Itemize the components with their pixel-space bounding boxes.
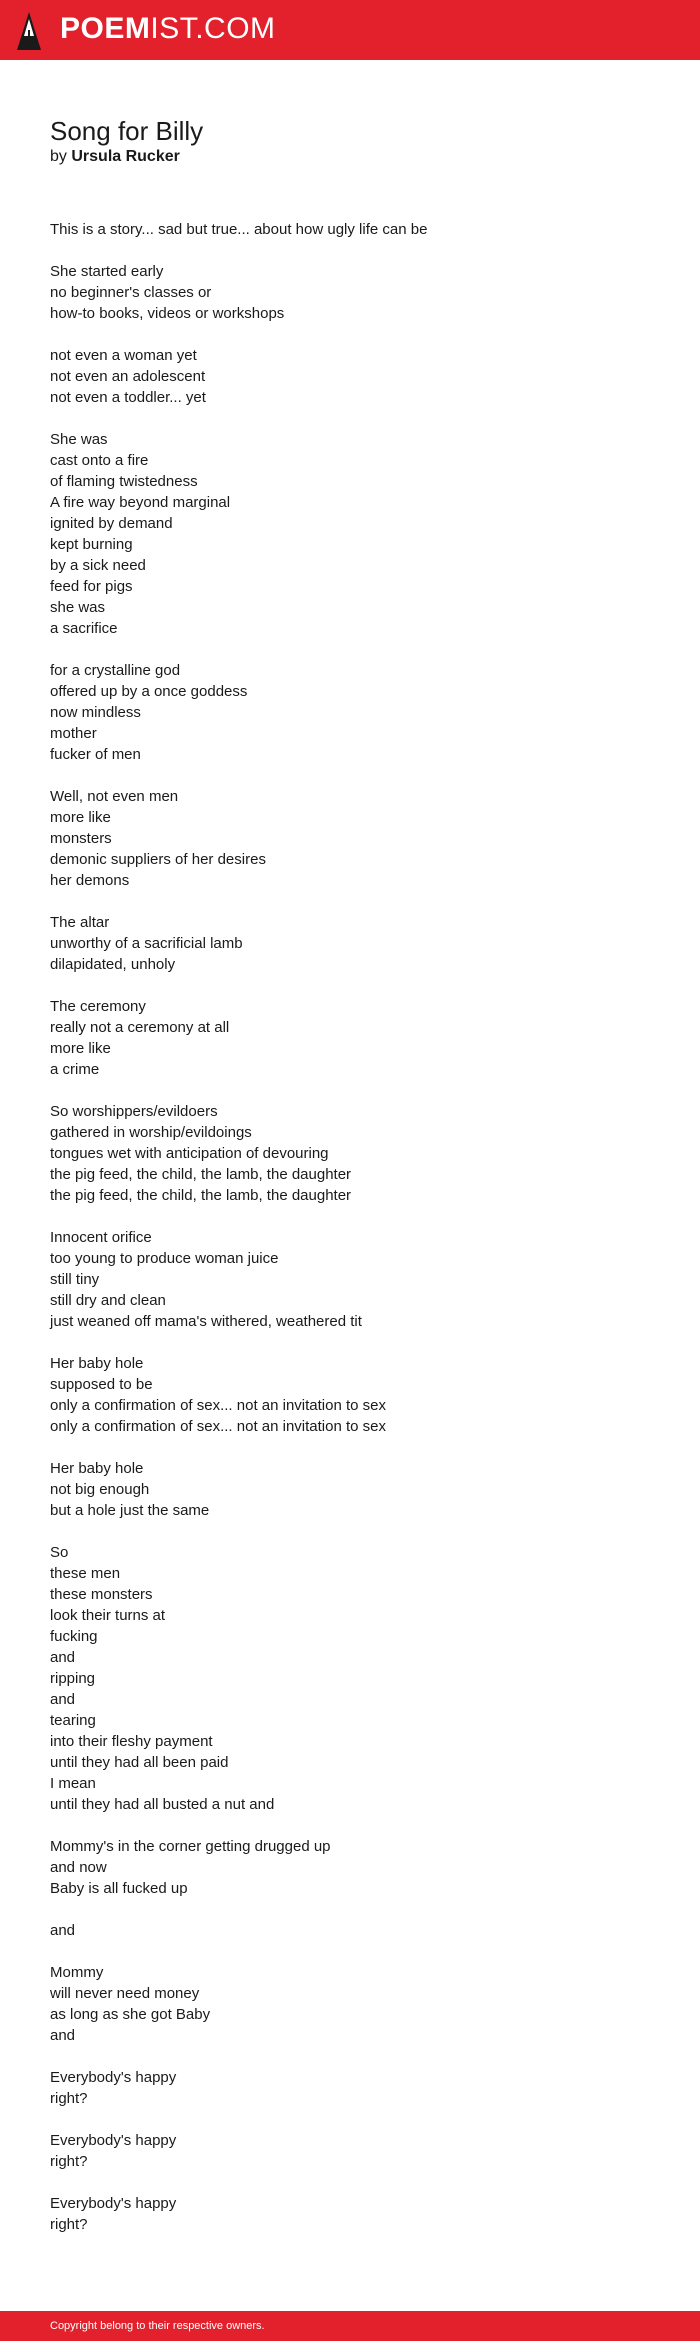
poem-line: dilapidated, unholy — [50, 956, 176, 973]
poem-line: Innocent orifice — [50, 1229, 152, 1246]
poem-line: tongues wet with anticipation of devouring — [50, 1145, 329, 1162]
poem-line: Baby is all fucked up — [50, 1880, 188, 1897]
poem-line: but a hole just the same — [50, 1502, 210, 1519]
poem-line: as long as she got Baby — [50, 2006, 211, 2023]
poem-line: by a sick need — [50, 557, 146, 574]
poem-line: fucking — [50, 1628, 98, 1645]
poem-line: ignited by demand — [50, 515, 173, 532]
poem-line: more like — [50, 809, 111, 826]
poem-line: right? — [50, 2216, 88, 2233]
poem-line: and — [50, 1691, 76, 1708]
stanza-break — [50, 639, 427, 660]
logo-bold-text: POEM — [60, 12, 151, 45]
by-label: by — [50, 148, 67, 165]
site-header — [0, 0, 700, 60]
poem-line: The altar — [50, 914, 110, 931]
poem-line: will never need money — [50, 1985, 200, 2002]
stanza-break — [50, 1437, 427, 1458]
poem-line: Everybody's happy — [50, 2069, 177, 2086]
poem-line: Mommy — [50, 1964, 104, 1981]
stanza-break — [50, 1941, 427, 1962]
stanza-break — [50, 1899, 427, 1920]
stanza-break — [50, 2109, 427, 2130]
poem-line: and — [50, 1922, 76, 1939]
poem-body — [50, 219, 427, 2235]
stanza-break — [50, 765, 427, 786]
poem-line: not even a toddler... yet — [50, 389, 206, 406]
poem-line: no beginner's classes or — [50, 284, 212, 301]
poem-line: A fire way beyond marginal — [50, 494, 231, 511]
poem-line: her demons — [50, 872, 130, 889]
stanza-break — [50, 324, 427, 345]
poem-line: cast onto a fire — [50, 452, 149, 469]
poem-line: She was — [50, 431, 108, 448]
poem-line: supposed to be — [50, 1376, 153, 1393]
poem-line: Everybody's happy — [50, 2195, 177, 2212]
poem-line: right? — [50, 2153, 88, 2170]
poem-line: how-to books, videos or workshops — [50, 305, 285, 322]
poem-line: a sacrifice — [50, 620, 118, 637]
stanza-break — [50, 2172, 427, 2193]
stanza-break — [50, 408, 427, 429]
poem-line: tearing — [50, 1712, 96, 1729]
stanza-break — [50, 975, 427, 996]
poem-line: and — [50, 2027, 76, 2044]
poem-line: gathered in worship/evildoings — [50, 1124, 252, 1141]
stanza-break — [50, 1521, 427, 1542]
poem-line: these men — [50, 1565, 121, 1582]
poem-line: only a confirmation of sex... not an invitation to sex — [50, 1397, 387, 1414]
stanza-break — [50, 2046, 427, 2067]
poem-line: still tiny — [50, 1271, 100, 1288]
poem-line: right? — [50, 2090, 88, 2107]
poem-line: I mean — [50, 1775, 96, 1792]
author-name[interactable]: Ursula Rucker — [71, 148, 180, 165]
poem-line: these monsters — [50, 1586, 153, 1603]
poem-line: and — [50, 1649, 76, 1666]
poem-line: too young to produce woman juice — [50, 1250, 279, 1267]
poem-line: Mommy's in the corner getting drugged up — [50, 1838, 331, 1855]
logo-light-text: IST.COM — [150, 12, 276, 45]
poem-line: look their turns at — [50, 1607, 166, 1624]
poem-line: mother — [50, 725, 97, 742]
byline — [50, 146, 180, 168]
pen-nib-logo-icon[interactable] — [16, 10, 42, 52]
poem-line: now mindless — [50, 704, 141, 721]
poem-line: Everybody's happy — [50, 2132, 177, 2149]
poem-line: kept burning — [50, 536, 133, 553]
poem-line: Well, not even men — [50, 788, 179, 805]
poem-line: The ceremony — [50, 998, 146, 1015]
poem-line: she was — [50, 599, 106, 616]
poem-line: offered up by a once goddess — [50, 683, 248, 700]
poem-line: monsters — [50, 830, 112, 847]
poem-line: not big enough — [50, 1481, 150, 1498]
poem-line: just weaned off mama's withered, weathered tit — [50, 1313, 362, 1330]
poem-line: only a confirmation of sex... not an invitation to sex — [50, 1418, 387, 1435]
poem-line: for a crystalline god — [50, 662, 181, 679]
poem-line: and now — [50, 1859, 107, 1876]
stanza-break — [50, 1206, 427, 1227]
poem-line: the pig feed, the child, the lamb, the daughter — [50, 1166, 352, 1183]
poem-line: a crime — [50, 1061, 100, 1078]
poem-line: the pig feed, the child, the lamb, the daughter — [50, 1187, 352, 1204]
poem-title: Song for Billy — [50, 116, 204, 146]
stanza-break — [50, 240, 427, 261]
stanza-break — [50, 1815, 427, 1836]
stanza-break — [50, 1080, 427, 1101]
poem-line: not even a woman yet — [50, 347, 197, 364]
poem-line: until they had all been paid — [50, 1754, 229, 1771]
poem-line: of flaming twistedness — [50, 473, 198, 490]
poem-line: Her baby hole — [50, 1460, 144, 1477]
poem-line: fucker of men — [50, 746, 141, 763]
poem-line: until they had all busted a nut and — [50, 1796, 275, 1813]
poem-line: more like — [50, 1040, 111, 1057]
poem-line: not even an adolescent — [50, 368, 206, 385]
poem-line: She started early — [50, 263, 164, 280]
poem-line: This is a story... sad but true... about how ugly life can be — [50, 221, 428, 238]
stanza-break — [50, 1332, 427, 1353]
stanza-break — [50, 891, 427, 912]
poem-line: So — [50, 1544, 69, 1561]
poem-line: unworthy of a sacrificial lamb — [50, 935, 243, 952]
poem-line: really not a ceremony at all — [50, 1019, 230, 1036]
poem-line: ripping — [50, 1670, 96, 1687]
site-footer — [0, 2311, 700, 2341]
poem-line: still dry and clean — [50, 1292, 166, 1309]
poem-line: feed for pigs — [50, 578, 133, 595]
poem-line: demonic suppliers of her desires — [50, 851, 266, 868]
site-logo[interactable] — [60, 11, 276, 47]
poem-line: So worshippers/evildoers — [50, 1103, 218, 1120]
copyright-text: Copyright belong to their respective owners. — [50, 2320, 265, 2332]
poem-line: Her baby hole — [50, 1355, 144, 1372]
poem-line: into their fleshy payment — [50, 1733, 213, 1750]
